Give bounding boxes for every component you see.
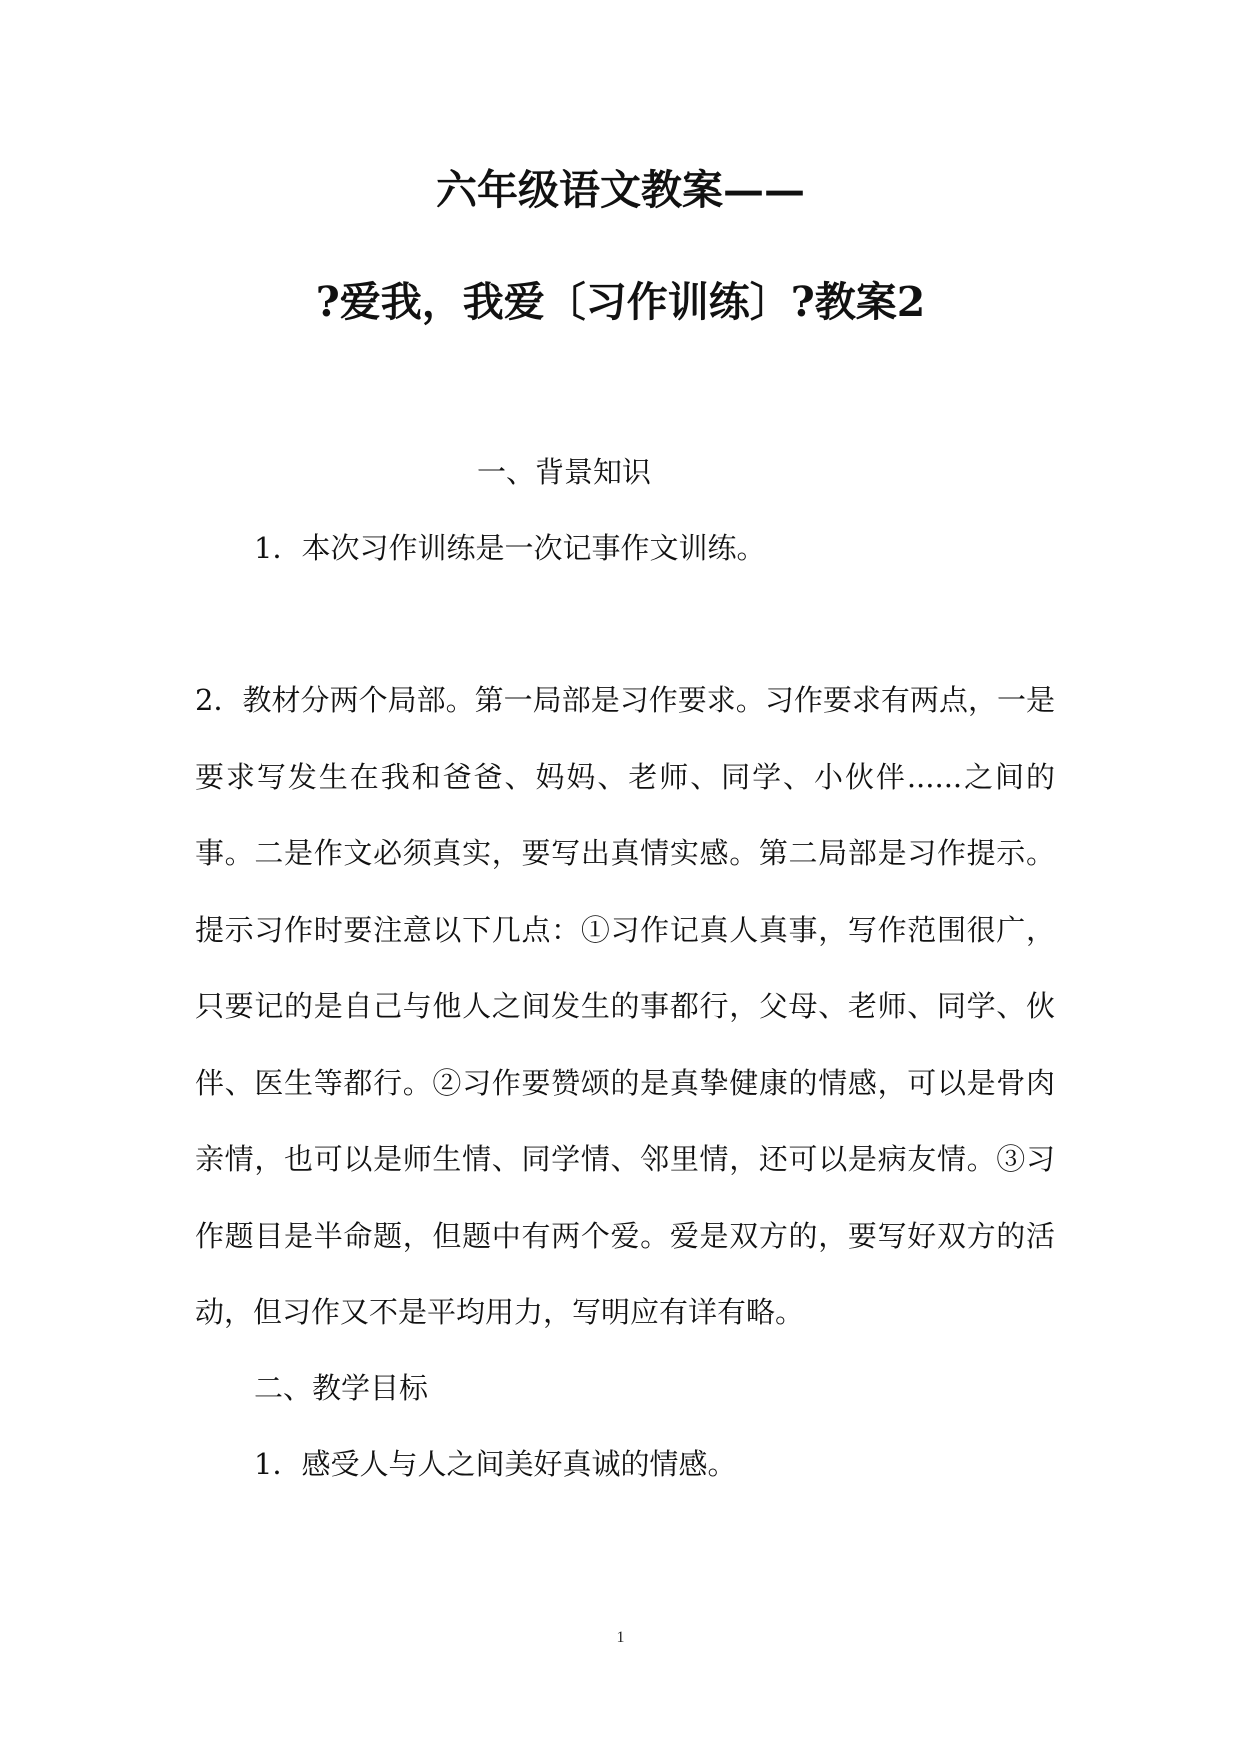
page-number: 1 <box>616 1629 625 1646</box>
section-2-item-1: 1．感受人与人之间美好真诚的情感。 <box>254 1447 737 1481</box>
section-1-item-1: 1．本次习作训练是一次记事作文训练。 <box>254 531 766 565</box>
section-1-item-2-paragraph: 2．教材分两个局部。第一局部是习作要求。习作要求有两点，一是要求写发生在我和爸爸、妈妈、老师、同学、小伙伴......之间的事。二是作文必须真实，要写出真情实感。第二局部是习作提示。提示习作时要注意以下几点：①习作记真人真事，写作范围很广，只要记的是自己与他人之间发生的事都行，父母、老师、同学、伙伴、医生等都行。②习作要赞颂的是真挚健康的情感，可以是骨肉亲情，也可以是师生情、同学情、邻里情，还可以是病友情。③习作题目是半命题，但题中有两个爱。爱是双方的，要写好双方的活动，但习作又不是平均用力，写明应有详有略。 <box>195 683 1055 1329</box>
document-title-line-1: 六年级语文教案—— <box>436 166 805 214</box>
section-2-heading: 二、教学目标 <box>254 1371 429 1405</box>
section-1-heading: 一、背景知识 <box>477 455 652 489</box>
document-title-line-2: ?爱我，我爱〔习作训练〕?教案2 <box>315 278 926 326</box>
